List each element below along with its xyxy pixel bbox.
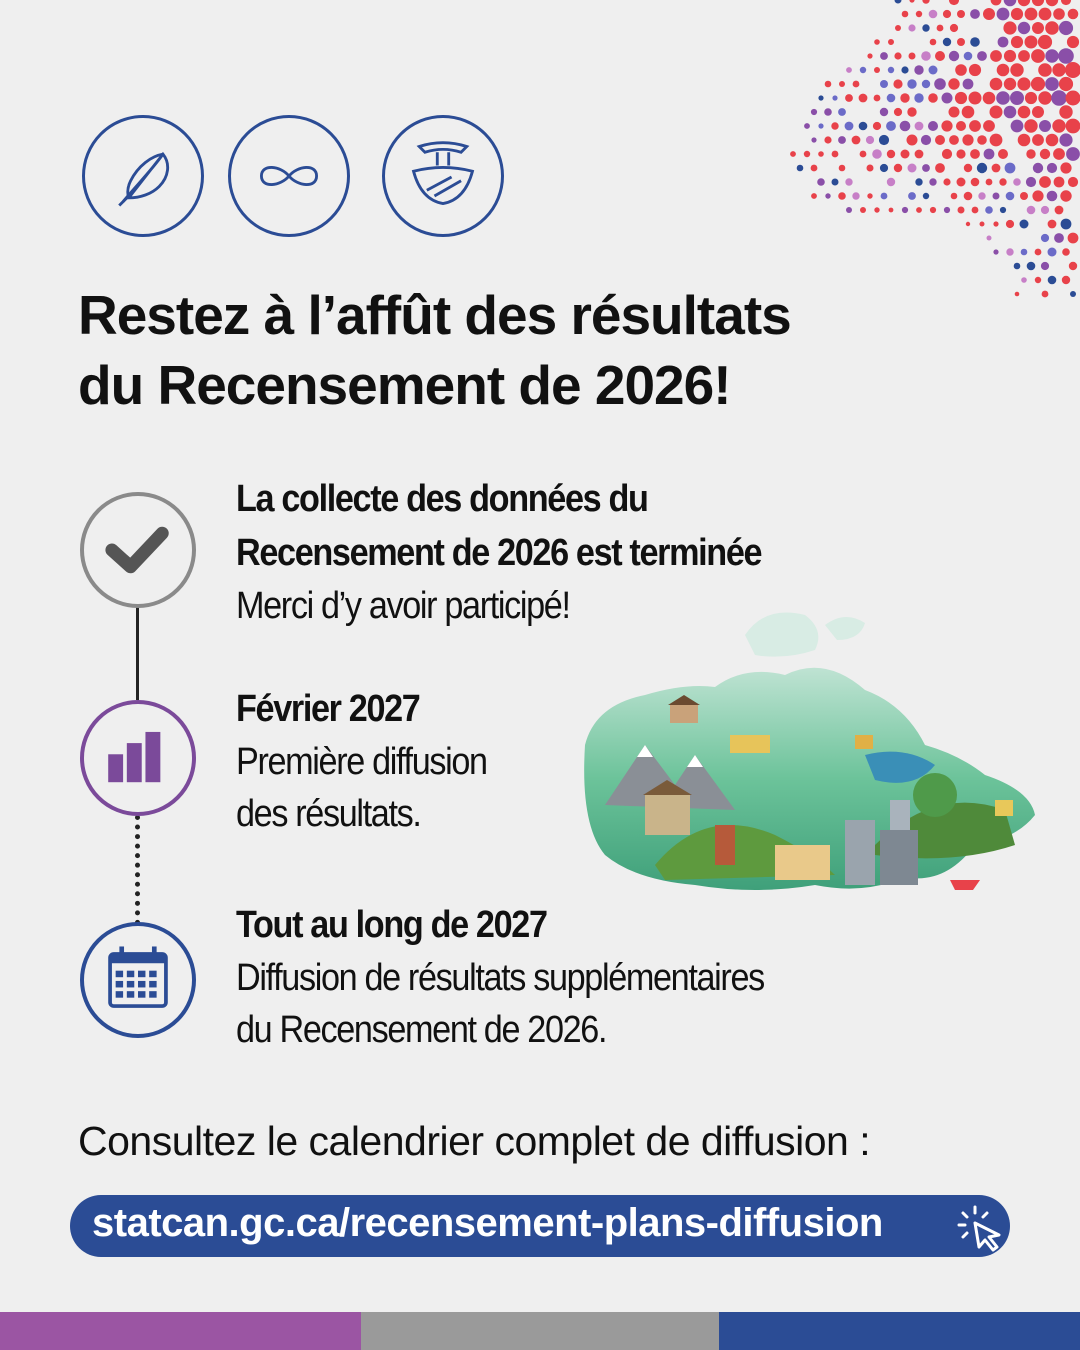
bottom-bar-purple	[0, 1312, 361, 1350]
consult-text: Consultez le calendrier complet de diffusion :	[78, 1118, 871, 1164]
item-2-text-line-2: des résultats.	[236, 793, 421, 835]
headline	[78, 280, 978, 420]
item-1-title-line-1: La collecte des données du	[236, 478, 648, 520]
item-1-text: Merci d’y avoir participé!	[236, 585, 570, 627]
step-year-circle	[80, 922, 196, 1038]
bar-chart-icon	[84, 704, 192, 812]
step-feb-circle	[80, 700, 196, 816]
item-3-text-line-1: Diffusion de résultats supplémentaires	[236, 957, 764, 999]
item-2-text-line-1: Première diffusion	[236, 741, 487, 783]
checkmark-icon	[84, 496, 192, 604]
item-2-title: Février 2027	[236, 688, 420, 730]
ulu-icon	[382, 115, 504, 237]
headline-line-1: Restez à l’affût des résultats	[78, 284, 791, 346]
bottom-bar-gray	[361, 1312, 719, 1350]
dot-pattern-decoration	[660, 0, 1080, 310]
infinity-icon	[228, 115, 350, 237]
canada-map-illustration	[575, 595, 1040, 925]
item-3-text-line-2: du Recensement de 2026.	[236, 1009, 607, 1051]
cursor-click-icon	[955, 1201, 1009, 1255]
timeline-connector-dotted	[135, 815, 140, 925]
timeline-item-2	[236, 682, 596, 840]
feather-icon	[82, 115, 204, 237]
headline-line-2: du Recensement de 2026!	[78, 354, 731, 416]
url-text[interactable]: statcan.gc.ca/recensement-plans-diffusion	[92, 1201, 883, 1245]
item-3-title: Tout au long de 2027	[236, 904, 547, 946]
step-complete-circle	[80, 492, 196, 608]
bottom-bar-blue	[719, 1312, 1080, 1350]
calendar-icon	[84, 926, 192, 1034]
item-1-title-line-2: Recensement de 2026 est terminée	[236, 532, 762, 574]
timeline-connector-solid	[136, 605, 139, 700]
url-link-button[interactable]	[70, 1195, 1010, 1257]
